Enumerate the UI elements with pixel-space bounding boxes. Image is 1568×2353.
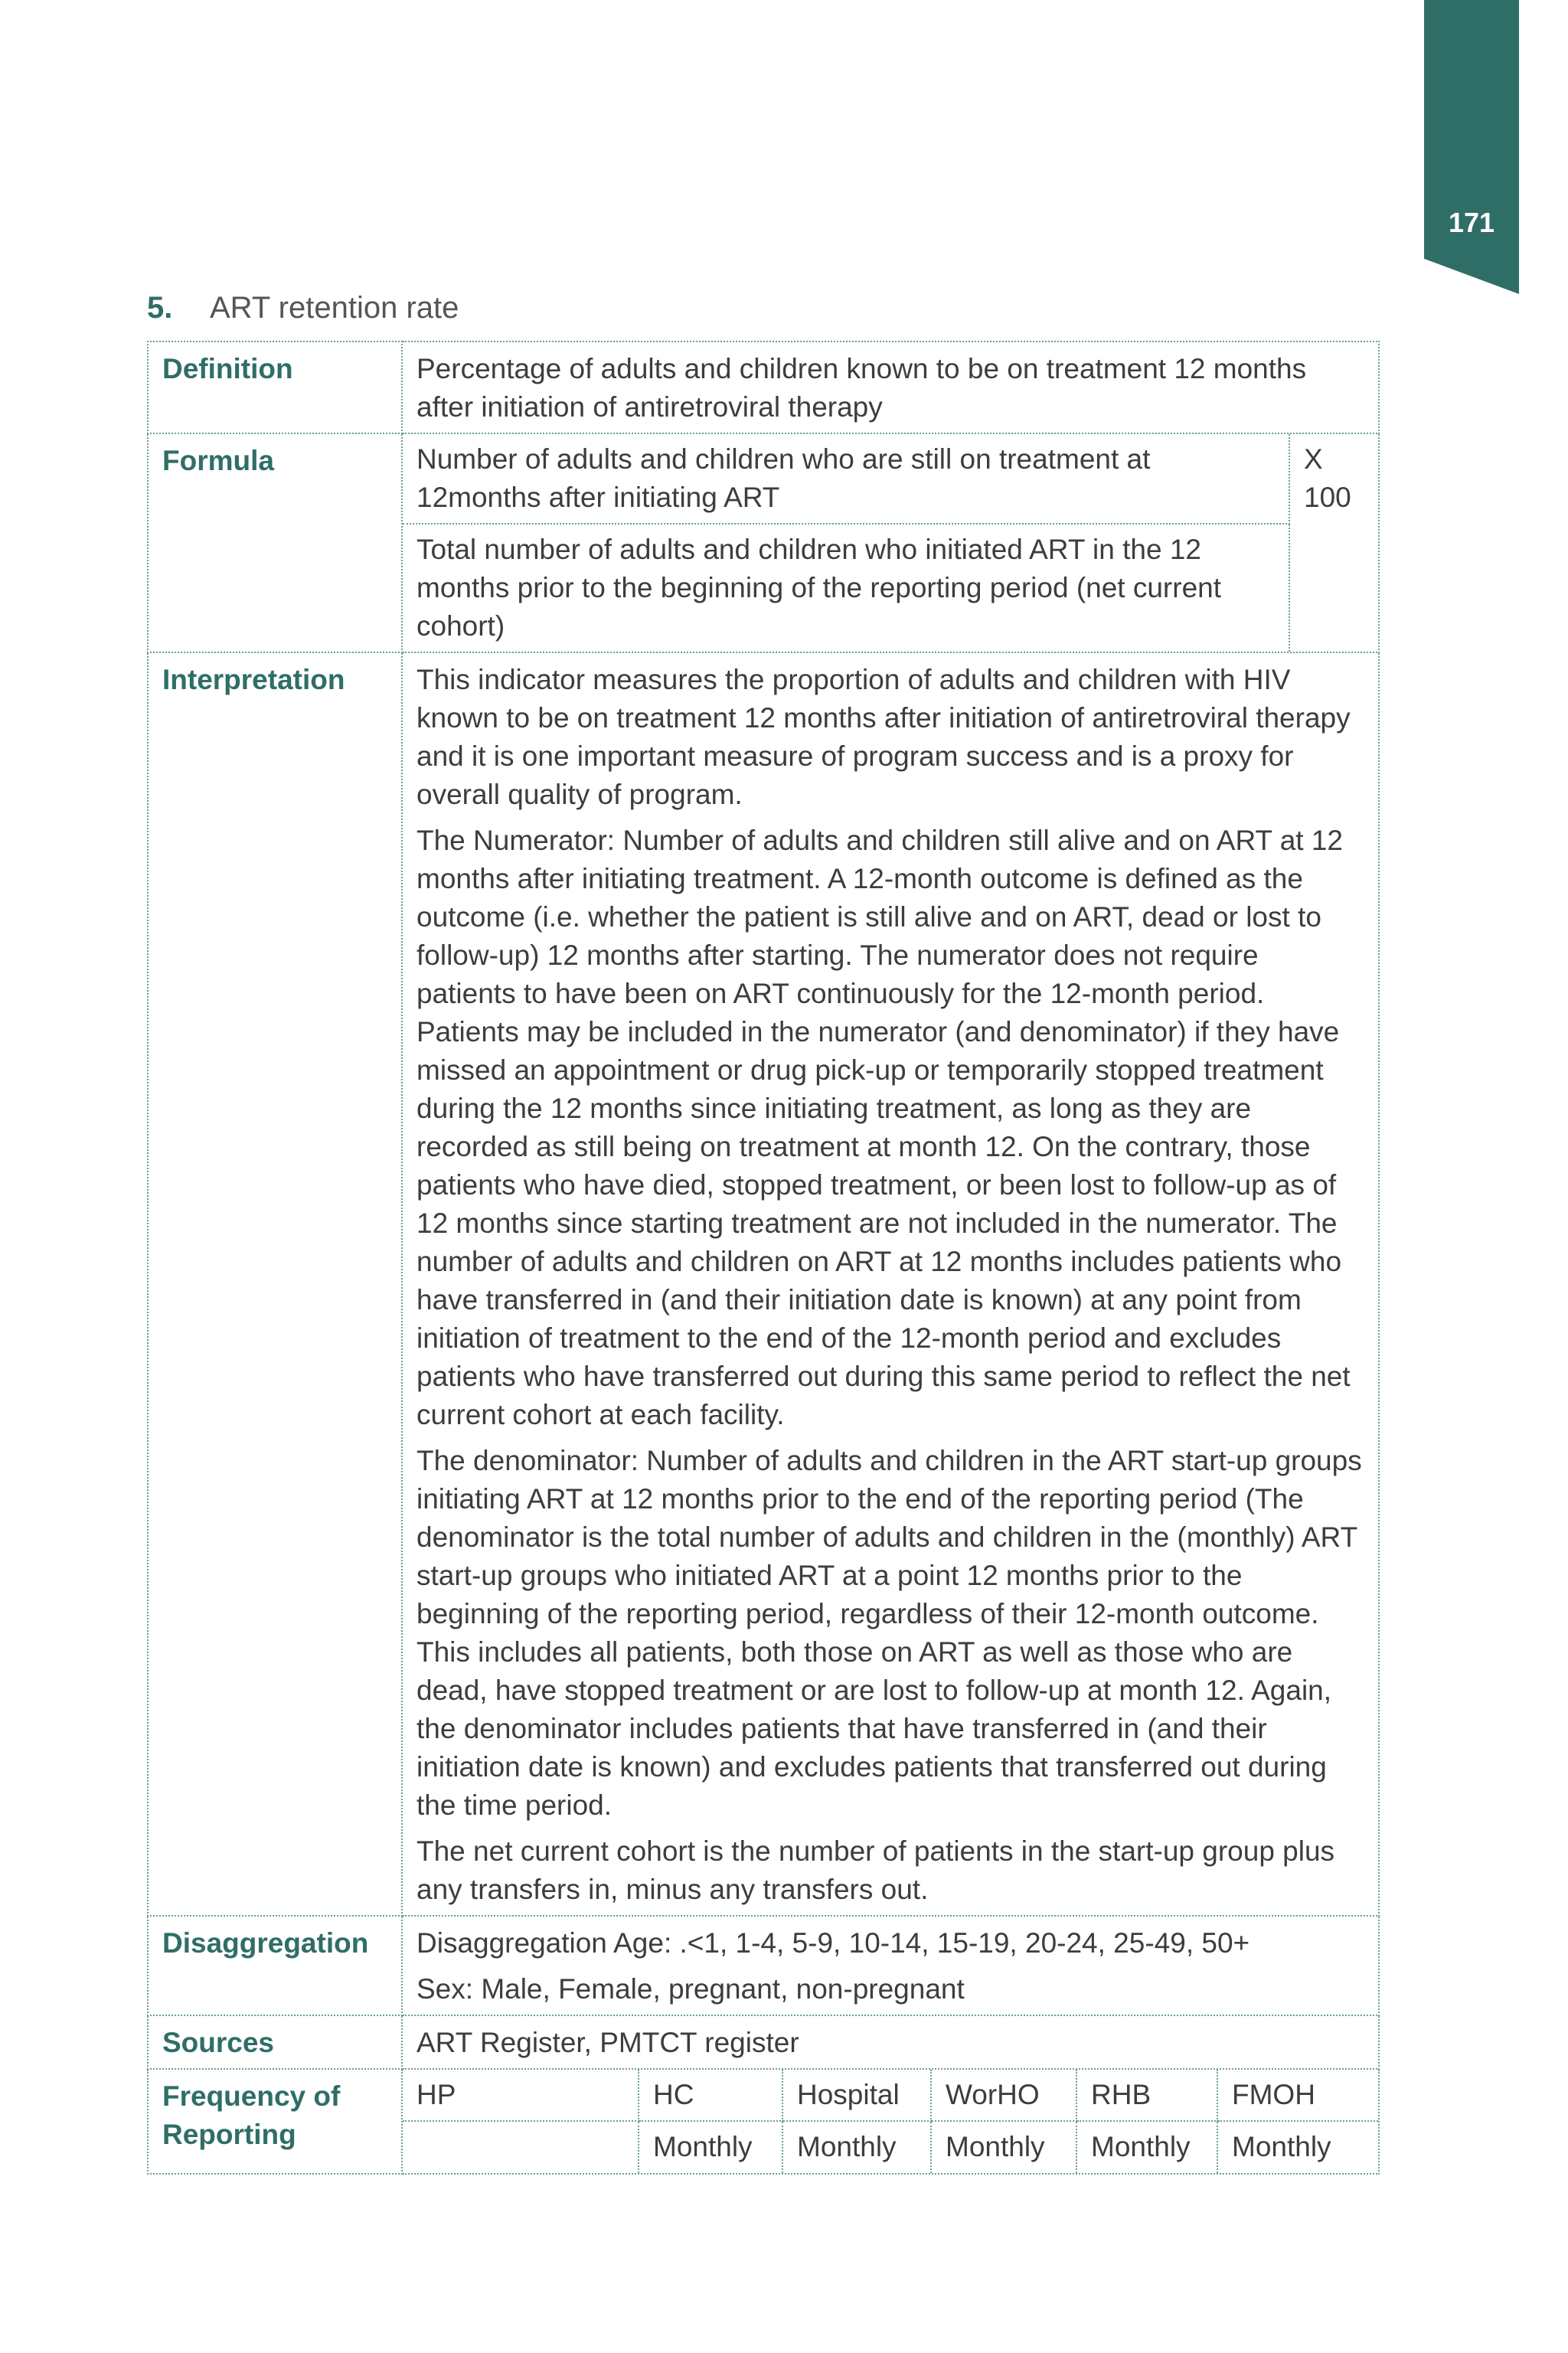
disaggregation-label: Disaggregation [148,1916,402,2015]
formula-table [403,434,1378,652]
frequency-values-row [403,2121,1378,2173]
sources-label: Sources [148,2015,402,2069]
disaggregation-age: Disaggregation Age: .<1, 1-4, 5-9, 10-14, 15-19, 20-24, 25-49, 50+ [416,1927,1250,1959]
frequency-label [148,2069,402,2174]
level-fmoh: FMOH [1217,2070,1378,2121]
value-fmoh: Monthly [1217,2121,1378,2173]
formula-numerator: Number of adults and children who are still on treatment at 12months after initiating ART [403,434,1289,524]
frequency-cell [402,2069,1379,2174]
sources-text: ART Register, PMTCT register [402,2015,1379,2069]
formula-multiplier-100: 100 [1304,482,1351,513]
interpretation-paragraph: The net current cohort is the number of patients in the start-up group plus any transfers in, minus any transfers out. [416,1835,1335,1905]
formula-multiplier-x: X [1304,443,1323,475]
value-hospital: Monthly [782,2121,931,2173]
disaggregation-row [148,1916,1379,2015]
definition-label: Definition [148,342,402,433]
definition-row [148,342,1379,433]
page-number-tab [1424,0,1519,294]
interpretation-paragraph: The Numerator: Number of adults and children still alive and on ART at 12 months after initiating treatment. A 12-month outcome is defined as the outcome (i.e. whether the patient is still alive and on ART, dead or lost to follow-up) 12 months after starting. The numerator does not require patients to have been on ART continuously for the 12-month period. Patients may be included in the numerator (and denominator) if they have missed an appointment or drug pick-up or temporarily stopped treatment during the 12 months since initiating treatment, as long as they are recorded as still being on treatment at month 12. On the contrary, those patients who have died, stopped treatment, or been lost to follow-up as of 12 months since starting treatment are not included in the numerator. The number of adults and children on ART at 12 months includes patients who have transferred in (and their initiation date is known) at any point from initiation of treatment to the end of the 12-month period and excludes patients who have transferred out during this same period to reflect the net current cohort at each facility. [416,825,1351,1430]
disaggregation-text [402,1916,1379,2015]
level-rhb: RHB [1076,2070,1217,2121]
formula-label: Formula [148,433,402,652]
formula-denominator: Total number of adults and children who initiated ART in the 12 months prior to the beginning of the reporting period (net current cohort) [403,524,1289,652]
interpretation-text [402,652,1379,1916]
interpretation-label: Interpretation [148,652,402,1916]
frequency-label-line2: Reporting [162,2119,296,2150]
sources-row [148,2015,1379,2069]
definition-text: Percentage of adults and children known to be on treatment 12 months after initiation of antiretroviral therapy [402,342,1379,433]
page-number: 171 [1448,207,1495,238]
formula-row [148,433,1379,652]
formula-cell [402,433,1379,652]
section-heading [147,291,459,325]
value-worho: Monthly [931,2121,1076,2173]
frequency-levels-row [403,2070,1378,2121]
value-hp [403,2121,639,2173]
value-rhb: Monthly [1076,2121,1217,2173]
level-hospital: Hospital [782,2070,931,2121]
frequency-table [403,2070,1378,2173]
frequency-row [148,2069,1379,2174]
formula-multiplier [1289,434,1378,652]
level-hp: HP [403,2070,639,2121]
interpretation-paragraph: This indicator measures the proportion of adults and children with HIV known to be on treatment 12 months after initiation of antiretroviral therapy and it is one important measure of program success and is a proxy for overall quality of program. [416,664,1351,810]
interpretation-row [148,652,1379,1916]
value-hc: Monthly [639,2121,782,2173]
section-number: 5. [147,291,173,325]
level-hc: HC [639,2070,782,2121]
section-title: ART retention rate [210,291,459,325]
frequency-label-line1: Frequency of [162,2080,341,2112]
disaggregation-sex: Sex: Male, Female, pregnant, non-pregnant [416,1973,965,2005]
indicator-table [147,341,1380,2175]
interpretation-paragraph: The denominator: Number of adults and children in the ART start-up groups initiating ART at 12 months prior to the end of the reporting period (The denominator is the total number of adults and children in the (monthly) ART start-up groups who initiated ART at a point 12 months prior to the beginning of the reporting period, regardless of their 12-month outcome. This includes all patients, both those on ART as well as those who are dead, have stopped treatment or are lost to follow-up at month 12. Again, the denominator includes patients that have transferred in (and their initiation date is known) and excludes patients that transferred out during the time period. [416,1445,1362,1821]
level-worho: WorHO [931,2070,1076,2121]
